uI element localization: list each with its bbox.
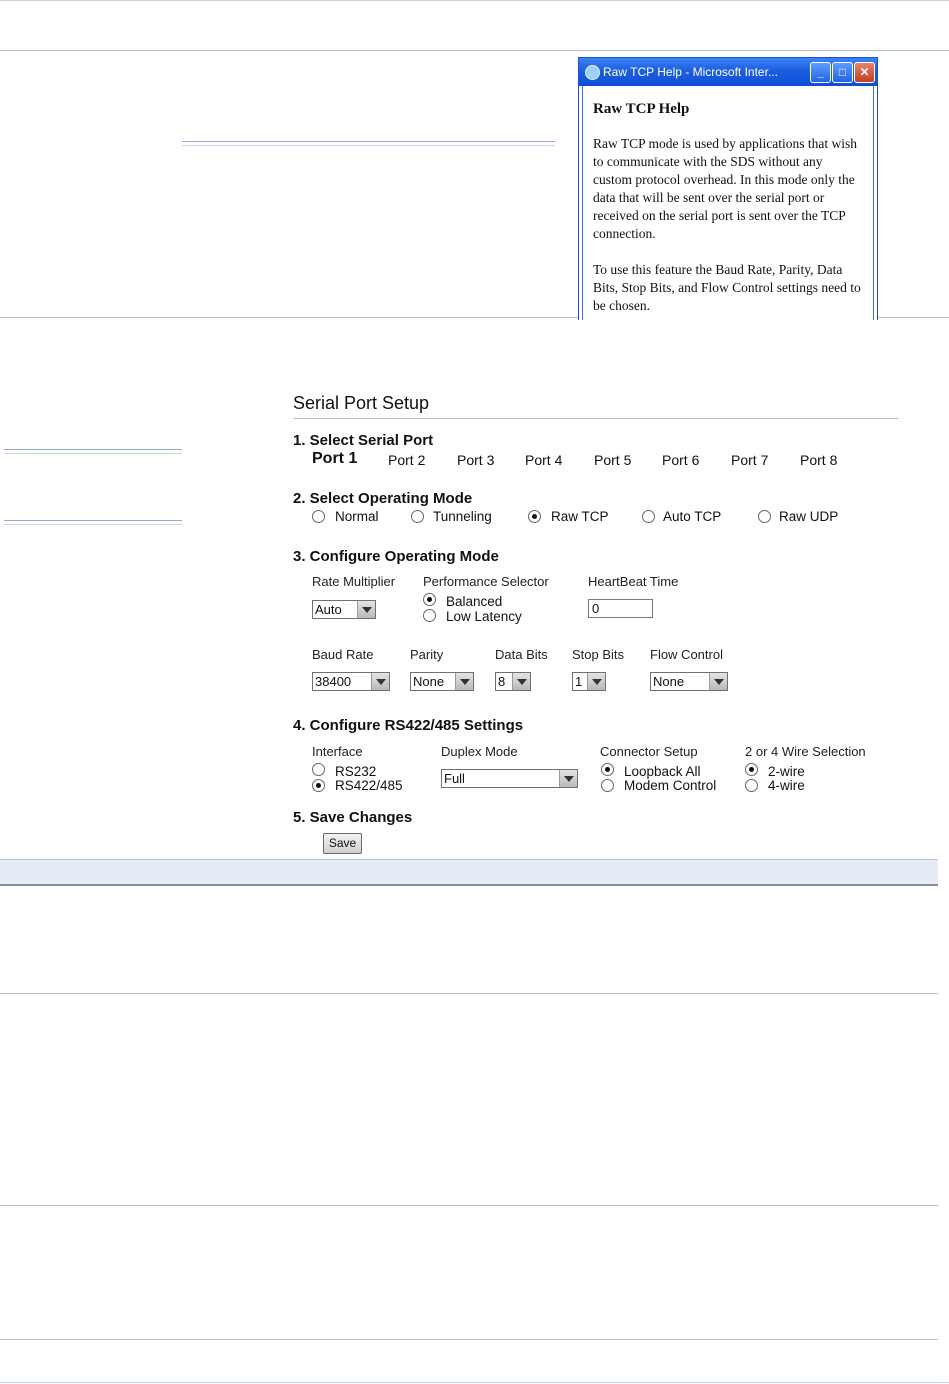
heartbeat-time-value: 0 [592,601,600,616]
port-link-8[interactable]: Port 8 [800,452,838,468]
mode-raw-tcp-radio[interactable] [528,510,541,523]
stop-bits-value: 1 [575,674,583,689]
interface-rs232-label: RS232 [335,764,377,779]
data-bits-select[interactable] [495,672,531,691]
minimize-icon[interactable]: _ [810,62,831,83]
connector-loopback-radio[interactable] [601,763,614,776]
wire-selection-label: 2 or 4 Wire Selection [745,744,866,759]
step-select-port-heading: 1. Select Serial Port [293,432,434,449]
help-paragraph: Raw TCP mode is used by applications that wish to communicate with the SDS without any custom protocol overhead. In this mode only the data that will be sent over the serial port or received on the serial port is sent over the TCP connection. [593,136,857,241]
chevron-down-icon [709,673,727,690]
maximize-icon[interactable]: □ [832,62,853,83]
underline-rule [182,141,555,146]
connector-loopback-label: Loopback All [624,764,701,779]
wire-4-label: 4-wire [768,778,805,793]
help-content [582,86,874,320]
divider [0,1205,938,1206]
chevron-down-icon [559,770,577,787]
chevron-down-icon [587,673,605,690]
help-window-title: Raw TCP Help - Microsoft Inter... [603,65,778,79]
underline-rule [4,520,182,525]
bottom-divider [0,1382,949,1383]
chevron-down-icon [357,601,375,618]
step-operating-mode-heading: 2. Select Operating Mode [293,490,473,507]
step-save-heading: 5. Save Changes [293,809,413,826]
divider [0,993,938,994]
performance-balanced-radio[interactable] [423,593,436,606]
save-button[interactable]: Save [323,833,362,854]
duplex-mode-value: Full [444,771,465,786]
mode-auto-tcp-radio[interactable] [642,510,655,523]
help-window-titlebar[interactable] [579,58,877,86]
performance-selector-label: Performance Selector [423,574,549,589]
mode-tunneling-radio[interactable] [411,510,424,523]
baud-rate-value: 38400 [315,674,352,689]
parity-value: None [413,674,445,689]
mode-raw-udp-radio[interactable] [758,510,771,523]
baud-rate-select[interactable] [312,672,390,691]
title-rule [293,418,899,419]
wire-2-radio[interactable] [745,763,758,776]
parity-select[interactable] [410,672,474,691]
wire-2-label: 2-wire [768,764,805,779]
performance-balanced-label: Balanced [446,594,503,609]
heartbeat-time-label: HeartBeat Time [588,574,679,589]
mode-normal-radio[interactable] [312,510,325,523]
port-link-3[interactable]: Port 3 [457,452,495,468]
wire-4-radio[interactable] [745,779,758,792]
duplex-mode-select[interactable] [441,769,578,788]
chevron-down-icon [371,673,389,690]
underline-rule [4,449,182,454]
port-link-6[interactable]: Port 6 [662,452,700,468]
page-title: Serial Port Setup [293,393,430,413]
port-link-2[interactable]: Port 2 [388,452,426,468]
divider [0,50,949,51]
stop-bits-select[interactable] [572,672,606,691]
flow-control-select[interactable] [650,672,728,691]
mode-raw-udp-label: Raw UDP [779,509,839,524]
connector-setup-label: Connector Setup [600,744,698,759]
mode-normal-label: Normal [335,509,379,524]
port-link-7[interactable]: Port 7 [731,452,769,468]
data-bits-value: 8 [498,674,506,689]
mode-raw-tcp-label: Raw TCP [551,509,609,524]
rate-multiplier-select[interactable] [312,600,376,619]
heartbeat-time-input[interactable] [588,599,653,618]
stop-bits-label: Stop Bits [572,647,625,662]
connector-modem-radio[interactable] [601,779,614,792]
step-configure-mode-heading: 3. Configure Operating Mode [293,548,499,565]
help-heading: Raw TCP Help [593,101,690,117]
flow-control-value: None [653,674,685,689]
port-link-4[interactable]: Port 4 [525,452,563,468]
interface-rs422-485-radio[interactable] [312,779,325,792]
data-bits-label: Data Bits [495,647,548,662]
help-window [578,57,878,320]
internet-explorer-icon [585,65,600,80]
interface-label: Interface [312,744,363,759]
baud-rate-label: Baud Rate [312,647,374,662]
parity-label: Parity [410,647,444,662]
duplex-mode-label: Duplex Mode [441,744,518,759]
rate-multiplier-value: Auto [315,602,342,617]
top-divider [0,0,949,1]
port-link-5[interactable]: Port 5 [594,452,632,468]
step-rs422-heading: 4. Configure RS422/485 Settings [293,717,524,734]
chevron-down-icon [512,673,530,690]
performance-low-latency-label: Low Latency [446,609,522,624]
port-1-current: Port 1 [312,450,358,467]
rate-multiplier-label: Rate Multiplier [312,574,396,589]
divider [0,1339,938,1340]
close-icon[interactable]: ✕ [854,62,875,83]
interface-rs232-radio[interactable] [312,763,325,776]
chevron-down-icon [455,673,473,690]
mode-auto-tcp-label: Auto TCP [663,509,722,524]
section-bar [0,859,938,886]
performance-low-latency-radio[interactable] [423,609,436,622]
connector-modem-label: Modem Control [624,778,717,793]
help-paragraph: To use this feature the Baud Rate, Parity, Data Bits, Stop Bits, and Flow Control settings need to be chosen. [593,262,861,313]
mode-tunneling-label: Tunneling [433,509,492,524]
flow-control-label: Flow Control [650,647,723,662]
interface-rs422-485-label: RS422/485 [335,778,403,793]
